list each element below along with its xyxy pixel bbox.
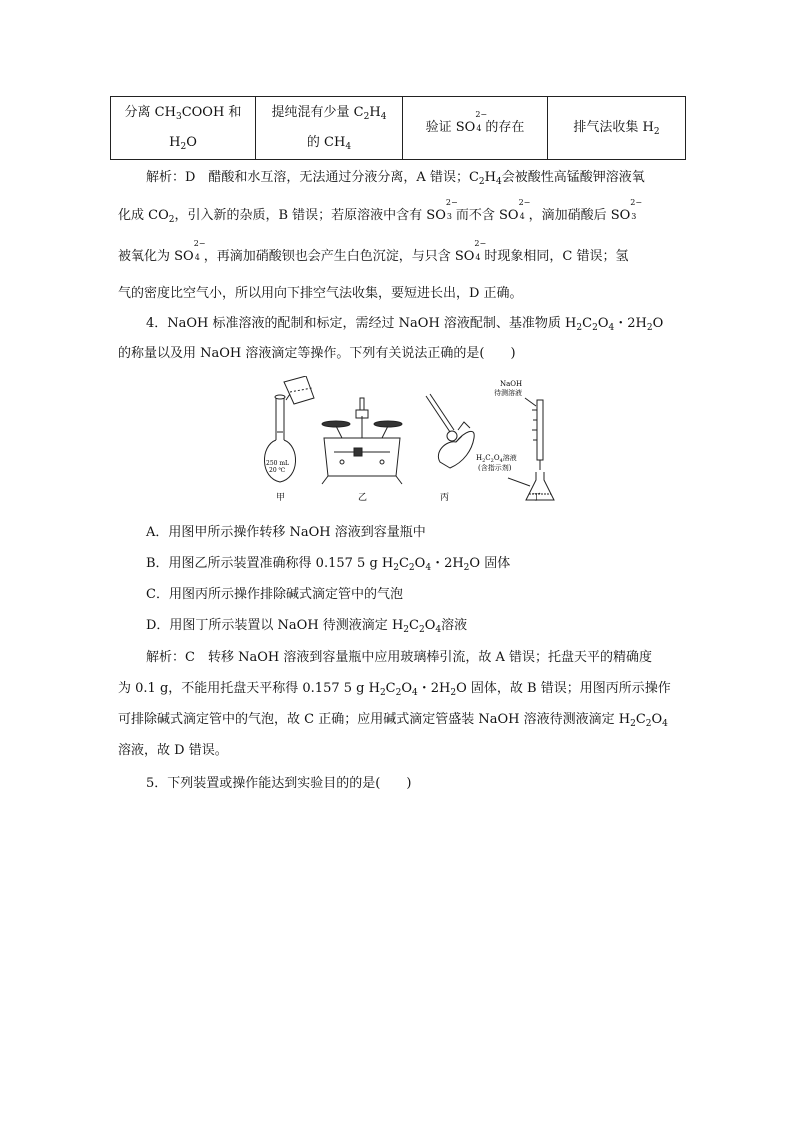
q4-stem-line2: 的称量以及用 NaOH 溶液滴定等操作。下列有关说法正确的是( ) (118, 346, 516, 361)
label-ding: 丁 (532, 493, 542, 503)
q4-option-b: B．用图乙所示装置准确称得 0.157 5 g $H_2C_2O_4$・$2H_2O$ 固体 (146, 556, 511, 573)
naoh-solution-label: 待测溶液 (494, 389, 522, 397)
q5-stem: 5．下列装置或操作能达到实验目的的是( ) (146, 776, 412, 791)
table-cell-a: 分离 $CH_3COOH$ 和 $H_2O$ (111, 97, 256, 160)
indicator-label: (含指示剂) (478, 464, 512, 472)
figure-yi-balance (322, 398, 402, 484)
options-table (110, 96, 686, 160)
q4-option-c: C．用图丙所示操作排除碱式滴定管中的气泡 (146, 587, 403, 602)
table-cell-d: 排气法收集 $H_2$ (548, 97, 686, 160)
q3-analysis-line4: 气的密度比空气小，所以用向下排空气法收集，要短进长出，D 正确。 (118, 286, 523, 301)
q4-analysis-line4: 溶液，故 D 错误。 (118, 743, 228, 758)
table-cell-c: 验证 SO 2− 4 的存在 (403, 97, 548, 160)
q4-analysis-line3: 可排除碱式滴定管中的气泡，故 C 正确；应用碱式滴定管盛装 NaOH 溶液待测液滴定 $H_2C_2O_4$ (118, 712, 668, 729)
q4-analysis-line1: 解析：C 转移 NaOH 溶液到容量瓶中应用玻璃棒引流，故 A 错误；托盘天平的精确度 (146, 650, 652, 665)
q3-analysis-line2: 化成 $CO_2$，引入新的杂质，B 错误；若原溶液中含有 SO 2− 3 而不含 SO 2− 4 ，滴加硝酸后 SO 2− 3 (118, 198, 643, 225)
figure-ding-titration (508, 398, 554, 500)
label-bing: 丙 (440, 493, 450, 503)
figure-bing-hand-burette (426, 394, 474, 468)
flask-temp-label: 20 ℃ (269, 467, 286, 474)
table-cell-b: 提纯混有少量 $C_2H_4$ 的 $CH_4$ (256, 97, 403, 160)
q4-stem-line1: 4．NaOH 标准溶液的配制和标定，需经过 NaOH 溶液配制、基准物质 $H_2C_2O_4$・$2H_2O$ (146, 316, 664, 333)
q4-option-d: D．用图丁所示装置以 NaOH 待测液滴定 $H_2C_2O_4$溶液 (146, 618, 468, 635)
label-jia: 甲 (276, 493, 286, 503)
naoh-label: NaOH (500, 380, 523, 388)
q3-analysis-line1: 解析：D 醋酸和水互溶，无法通过分液分离，A 错误；$C_2H_4$会被酸性高锰酸钾溶液氧 (146, 170, 645, 187)
q4-analysis-line2: 为 0.1 g，不能用托盘天平称得 0.157 5 g $H_2C_2O_4$・$2H_2O$ 固体，故 B 错误；用图丙所示操作 (118, 681, 671, 698)
q3-analysis-line3: 被氧化为 SO 2− 4 ，再滴加硝酸钡也会产生白色沉淀，与只含 SO 2− 4 时现象相同，C 错误；氢 (118, 239, 629, 264)
flask-volume-label: 250 mL (266, 460, 290, 467)
apparatus-figure (250, 376, 570, 506)
q4-option-a: A．用图甲所示操作转移 NaOH 溶液到容量瓶中 (146, 525, 426, 540)
label-yi: 乙 (358, 493, 368, 503)
acid-solution-label: $H_2C_2O_4$溶液 (476, 454, 517, 464)
